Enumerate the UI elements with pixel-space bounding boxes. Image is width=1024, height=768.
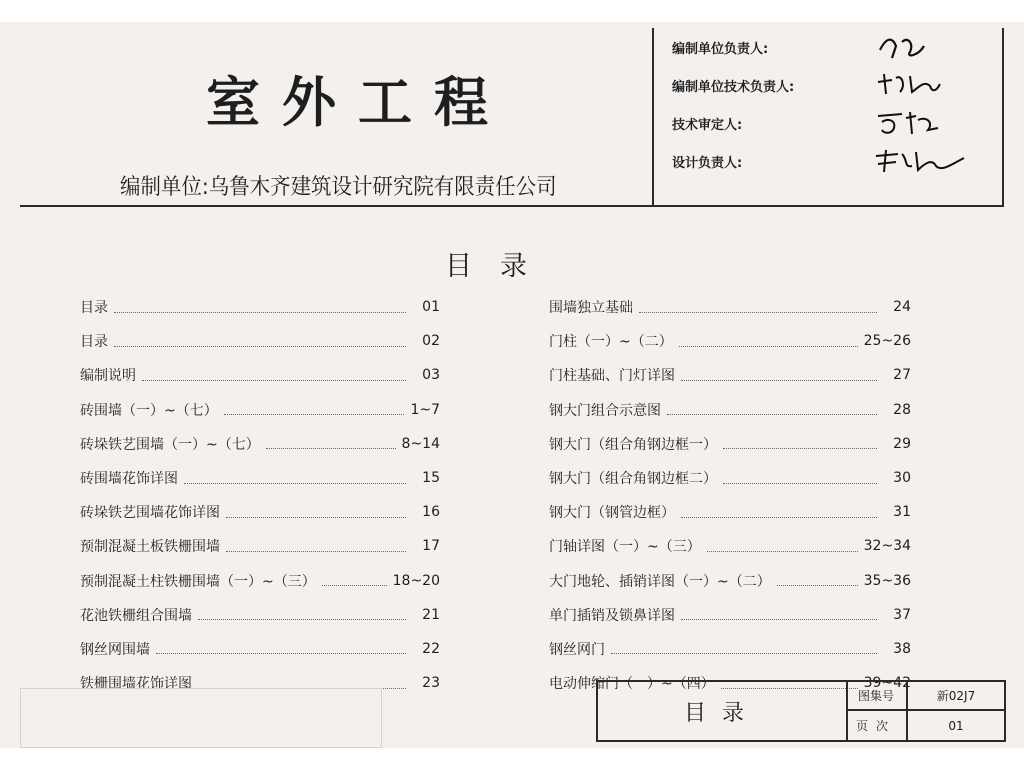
toc-entry-label: 铁栅围墙花饰详图 bbox=[80, 676, 192, 693]
leader-dots bbox=[322, 585, 387, 586]
leader-dots bbox=[667, 414, 877, 415]
toc-entry-label: 单门插销及锁鼻详图 bbox=[549, 607, 675, 624]
signature-row bbox=[672, 108, 982, 138]
document-page bbox=[0, 22, 1024, 748]
toc-entry-label: 编制说明 bbox=[80, 368, 136, 385]
leader-dots bbox=[114, 346, 406, 347]
toc-entry[interactable] bbox=[80, 324, 440, 358]
toc-entry-page: 02 bbox=[422, 333, 440, 350]
toc-entry-label: 钢丝网围墙 bbox=[80, 641, 150, 658]
toc-entry-page: 01 bbox=[422, 299, 440, 316]
toc-entry-label: 预制混凝土板铁栅围墙 bbox=[80, 539, 220, 556]
leader-dots bbox=[198, 619, 406, 620]
toc-entry-page: 28 bbox=[893, 401, 911, 418]
toc-entry[interactable] bbox=[549, 358, 911, 392]
signature-mark bbox=[872, 70, 982, 100]
toc-entry-label: 门柱（一）~（二） bbox=[549, 334, 673, 351]
toc-entry-label: 钢大门组合示意图 bbox=[549, 402, 661, 419]
toc-right-column bbox=[549, 290, 911, 700]
leader-dots bbox=[266, 448, 396, 449]
toc-entry-label: 预制混凝土柱铁栅围墙（一）~（三） bbox=[80, 573, 316, 590]
atlas-number-label: 图集号 bbox=[846, 682, 908, 711]
toc-entry-page: 35~36 bbox=[863, 572, 911, 589]
toc-entry-page: 32~34 bbox=[863, 538, 911, 555]
toc-entry[interactable] bbox=[80, 427, 440, 461]
signature-row bbox=[672, 70, 982, 100]
leader-dots bbox=[611, 653, 877, 654]
leader-dots bbox=[226, 551, 406, 552]
signature-label: 编制单位技术负责人: bbox=[672, 79, 795, 95]
toc-entry-page: 31 bbox=[893, 504, 911, 521]
toc-entry-label: 大门地轮、插销详图（一）~（二） bbox=[549, 573, 771, 590]
toc-entry-page: 15 bbox=[422, 470, 440, 487]
toc-entry[interactable] bbox=[80, 564, 440, 598]
toc-entry-label: 电动伸缩门（一）~（四） bbox=[549, 676, 715, 693]
toc-entry-label: 砖垛铁艺围墙花饰详图 bbox=[80, 505, 220, 522]
atlas-number: 新02J7 bbox=[908, 682, 1004, 711]
leader-dots bbox=[226, 517, 406, 518]
toc-entry[interactable] bbox=[549, 290, 911, 324]
title-block-name: 目录 bbox=[598, 682, 848, 740]
toc-entry-page: 37 bbox=[893, 606, 911, 623]
leader-dots bbox=[681, 517, 877, 518]
toc-entry-page: 23 bbox=[422, 675, 440, 692]
toc-entry-label: 砖围墙花饰详图 bbox=[80, 471, 178, 488]
leader-dots bbox=[114, 312, 406, 313]
toc-entry-label: 砖垛铁艺围墙（一）~（七） bbox=[80, 436, 260, 453]
toc-entry-label: 花池铁栅组合围墙 bbox=[80, 607, 192, 624]
toc-entry-page: 21 bbox=[422, 606, 440, 623]
bleed-through-box bbox=[20, 688, 382, 748]
toc-entry[interactable] bbox=[549, 427, 911, 461]
toc-entry-page: 27 bbox=[893, 367, 911, 384]
leader-dots bbox=[639, 312, 877, 313]
toc-entry-page: 25~26 bbox=[863, 333, 911, 350]
toc-entry-label: 钢大门（钢管边框） bbox=[549, 505, 675, 522]
leader-dots bbox=[142, 380, 406, 381]
toc-entry[interactable] bbox=[80, 495, 440, 529]
title-block bbox=[596, 680, 1006, 742]
toc-entry-label: 目录 bbox=[80, 334, 108, 351]
toc-entry-page: 39~42 bbox=[863, 675, 911, 692]
toc-entry[interactable] bbox=[80, 529, 440, 563]
signature-label: 技术审定人: bbox=[672, 117, 743, 133]
leader-dots bbox=[681, 380, 877, 381]
signature-row bbox=[672, 146, 982, 176]
toc-entry[interactable] bbox=[549, 461, 911, 495]
signature-mark bbox=[872, 108, 982, 138]
leader-dots bbox=[777, 585, 858, 586]
leader-dots bbox=[679, 346, 858, 347]
signature-row bbox=[672, 32, 982, 62]
header-divider bbox=[652, 28, 654, 206]
leader-dots bbox=[723, 448, 877, 449]
toc-entry-page: 38 bbox=[893, 640, 911, 657]
toc-entry[interactable] bbox=[549, 495, 911, 529]
toc-entry-label: 砖围墙（一）~（七） bbox=[80, 402, 218, 419]
leader-dots bbox=[707, 551, 858, 552]
signature-label: 编制单位负责人: bbox=[672, 41, 769, 57]
toc-entry-page: 17 bbox=[422, 538, 440, 555]
toc-entry-page: 8~14 bbox=[401, 435, 440, 452]
toc-entry[interactable] bbox=[80, 393, 440, 427]
toc-entry-label: 目录 bbox=[80, 300, 108, 317]
page-title: 室外工程 bbox=[206, 71, 510, 134]
toc-entry-page: 29 bbox=[893, 435, 911, 452]
toc-entry[interactable] bbox=[80, 598, 440, 632]
toc-entry[interactable] bbox=[80, 632, 440, 666]
toc-entry-label: 钢大门（组合角钢边框一） bbox=[549, 436, 717, 453]
leader-dots bbox=[184, 483, 406, 484]
page-number-label: 页次 bbox=[846, 711, 908, 740]
page-number: 01 bbox=[948, 718, 964, 733]
toc-entry[interactable] bbox=[549, 324, 911, 358]
toc-entry[interactable] bbox=[549, 529, 911, 563]
toc-entry-label: 钢大门（组合角钢边框二） bbox=[549, 471, 717, 488]
signature-label: 设计负责人: bbox=[672, 155, 743, 171]
leader-dots bbox=[681, 619, 877, 620]
toc-entry-page: 1~7 bbox=[410, 401, 440, 418]
toc-entry[interactable] bbox=[549, 564, 911, 598]
compiling-organization: 编制单位:乌鲁木齐建筑设计研究院有限责任公司 bbox=[120, 175, 557, 200]
signature-mark bbox=[872, 32, 982, 62]
leader-dots bbox=[156, 653, 406, 654]
toc-entry-page: 16 bbox=[422, 504, 440, 521]
header-bottom-rule bbox=[20, 205, 1004, 207]
toc-entry-label: 围墙独立基础 bbox=[549, 300, 633, 317]
toc-entry[interactable] bbox=[549, 632, 911, 666]
toc-entry-label: 门柱基础、门灯详图 bbox=[549, 368, 675, 385]
page-right-border bbox=[1002, 28, 1004, 206]
signature-mark bbox=[872, 146, 982, 176]
toc-entry[interactable] bbox=[80, 461, 440, 495]
toc-entry[interactable] bbox=[80, 358, 440, 392]
leader-dots bbox=[224, 414, 405, 415]
toc-title: 目录 bbox=[445, 251, 555, 282]
toc-entry-label: 门轴详图（一）~（三） bbox=[549, 539, 701, 556]
toc-entry[interactable] bbox=[549, 598, 911, 632]
toc-left-column bbox=[80, 290, 440, 700]
leader-dots bbox=[723, 483, 877, 484]
toc-entry-page: 18~20 bbox=[392, 572, 440, 589]
toc-entry-page: 24 bbox=[893, 299, 911, 316]
toc-entry-page: 30 bbox=[893, 470, 911, 487]
toc-entry[interactable] bbox=[80, 290, 440, 324]
toc-entry-page: 03 bbox=[422, 367, 440, 384]
toc-entry-page: 22 bbox=[422, 640, 440, 657]
toc-entry-label: 钢丝网门 bbox=[549, 641, 605, 658]
toc-entry[interactable] bbox=[549, 393, 911, 427]
